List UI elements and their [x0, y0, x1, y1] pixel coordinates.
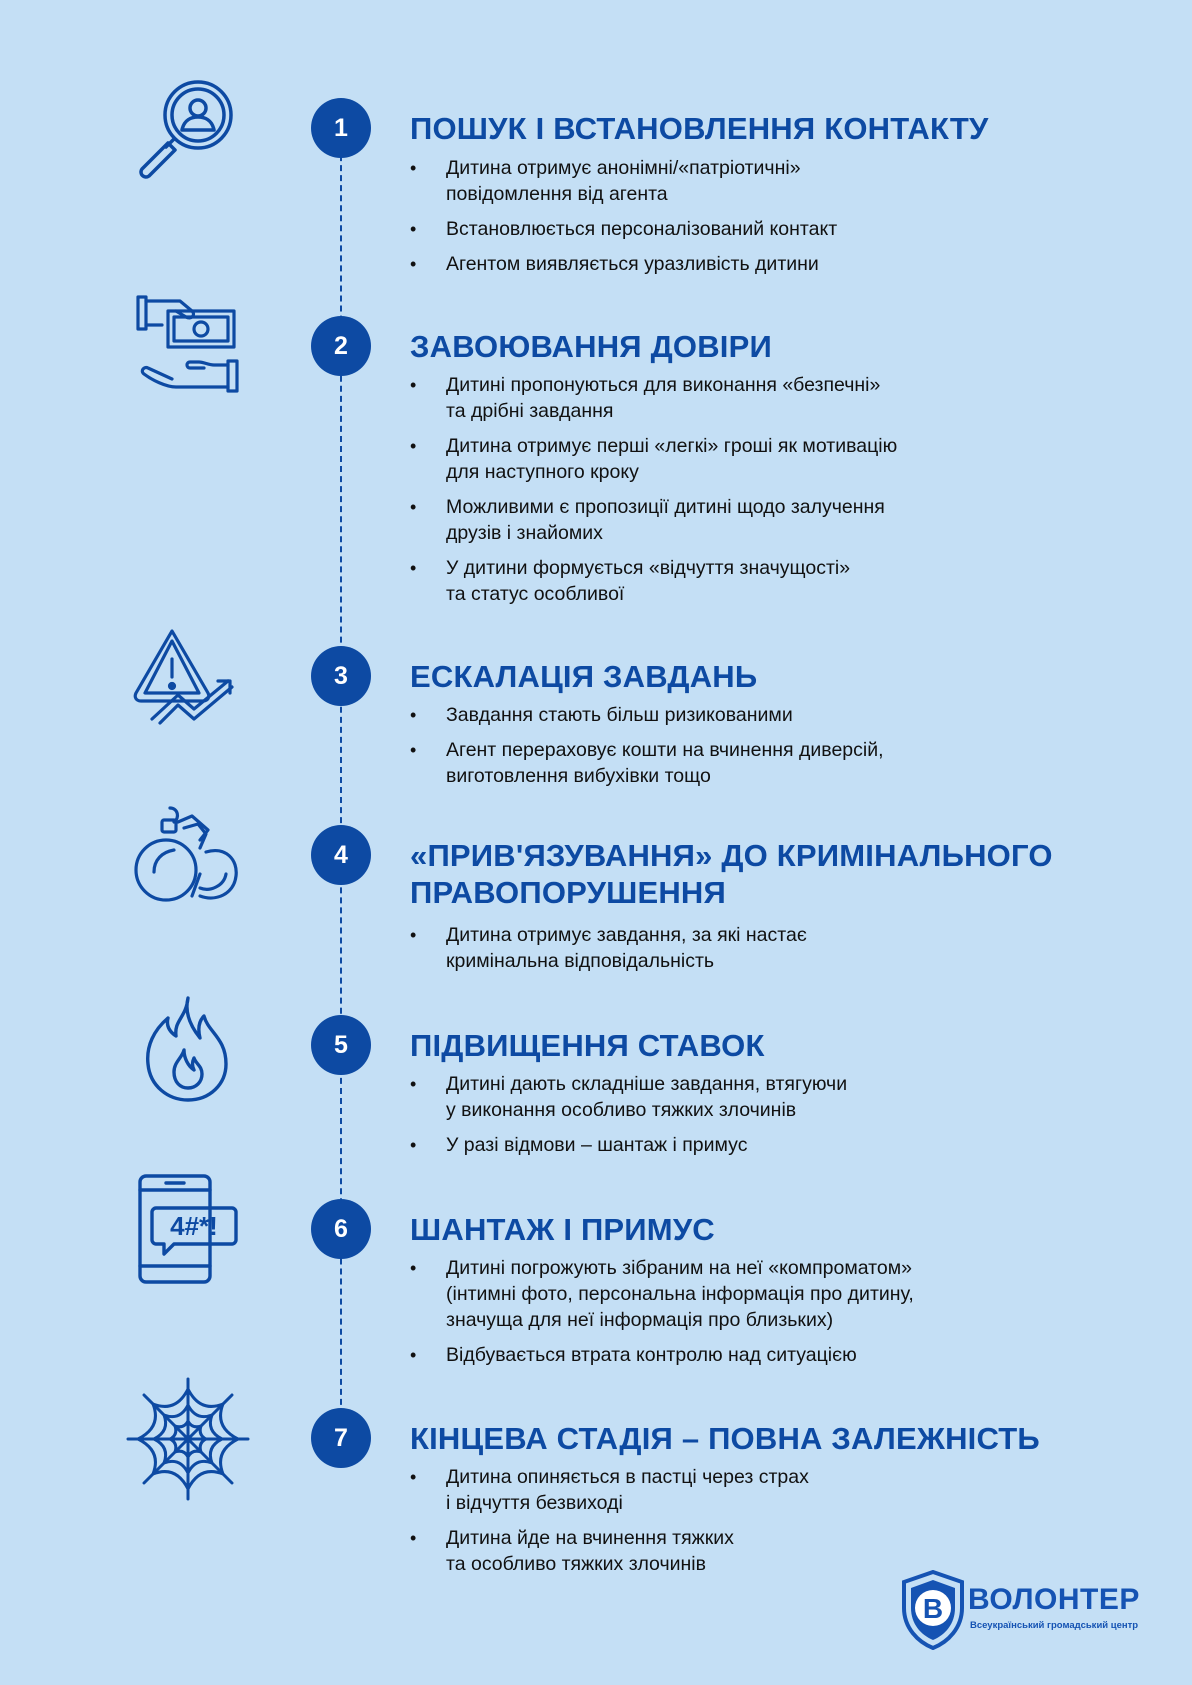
step-bullets — [410, 155, 1050, 286]
volonter-logo — [900, 1570, 1150, 1650]
step-title: КІНЦЕВА СТАДІЯ – ПОВНА ЗАЛЕЖНІСТЬ — [410, 1421, 1040, 1456]
list-item: • Агентом виявляється уразливість дитини — [410, 251, 1050, 277]
step-number-badge: 6 — [311, 1199, 371, 1259]
logo-letter: В — [922, 1593, 944, 1624]
shield-icon — [900, 1570, 966, 1650]
money-hand-icon — [132, 295, 244, 399]
list-item: • Відбувається втрата контролю над ситуацією — [410, 1342, 1050, 1368]
step-title: ЕСКАЛАЦІЯ ЗАВДАНЬ — [410, 659, 758, 694]
list-item: • Дитина опиняється в пастці через страх і відчуття безвиході — [410, 1464, 1050, 1516]
list-item: • У разі відмови – шантаж і примус — [410, 1132, 1050, 1158]
list-item: • Встановлюється персоналізований контакт — [410, 216, 1050, 242]
step-bullets — [410, 1071, 1050, 1167]
list-item: • Можливими є пропозиції дитині щодо залучення друзів і знайомих — [410, 494, 1050, 546]
list-item: • Дитина отримує перші «легкі» гроші як мотивацію для наступного кроку — [410, 433, 1050, 485]
step-title: «ПРИВ'ЯЗУВАННЯ» ДО КРИМІНАЛЬНОГО ПРАВОПОРУШЕННЯ — [410, 838, 1053, 910]
step-number-badge: 1 — [311, 98, 371, 158]
step-number-badge: 3 — [311, 646, 371, 706]
step-number-badge: 5 — [311, 1015, 371, 1075]
list-item: • Дитині пропонуються для виконання «безпечні» та дрібні завдання — [410, 372, 1050, 424]
list-item: • Дитині погрожують зібраним на неї «компроматом» (інтимні фото, персональна інформація про дитину, значуща для неї інформація про близьких) — [410, 1255, 1050, 1333]
phone-threat-text: 4#*! — [170, 1211, 218, 1241]
step-bullets — [410, 702, 1050, 798]
magnifier-user-icon — [132, 77, 242, 187]
step-title: ШАНТАЖ І ПРИМУС — [410, 1212, 715, 1247]
list-item: • Завдання стають більш ризикованими — [410, 702, 1050, 728]
step-bullets — [410, 372, 1050, 616]
phone-threat-icon — [136, 1174, 238, 1286]
logo-title: ВОЛОНТЕР — [968, 1583, 1140, 1616]
step-title: ЗАВОЮВАННЯ ДОВІРИ — [410, 329, 772, 364]
list-item: • Дитина отримує завдання, за які настає кримінальна відповідальність — [410, 922, 1050, 974]
list-item: • Агент перераховує кошти на вчинення диверсій, виготовлення вибухівки тощо — [410, 737, 1050, 789]
list-item: • Дитина йде на вчинення тяжких та особливо тяжких злочинів — [410, 1525, 1050, 1577]
list-item: • Дитині дають складніше завдання, втягуючи у виконання особливо тяжких злочинів — [410, 1071, 1050, 1123]
step-number-badge: 2 — [311, 316, 371, 376]
step-bullets — [410, 1464, 1050, 1586]
step-number-badge: 7 — [311, 1408, 371, 1468]
step-title: ПОШУК І ВСТАНОВЛЕННЯ КОНТАКТУ — [410, 111, 989, 146]
logo-subtitle: Всеукраїнський громадський центр — [970, 1620, 1139, 1631]
step-title: ПІДВИЩЕННЯ СТАВОК — [410, 1028, 765, 1063]
handcuffs-icon — [132, 804, 244, 912]
step-number-badge: 4 — [311, 825, 371, 885]
list-item: • Дитина отримує анонімні/«патріотичні» повідомлення від агента — [410, 155, 1050, 207]
warning-trend-icon — [132, 625, 244, 731]
step-bullets — [410, 1255, 1050, 1377]
list-item: • У дитини формується «відчуття значущості» та статус особливої — [410, 555, 1050, 607]
step-bullets — [410, 922, 1050, 983]
spider-web-icon — [126, 1377, 250, 1501]
fire-icon — [142, 994, 232, 1104]
